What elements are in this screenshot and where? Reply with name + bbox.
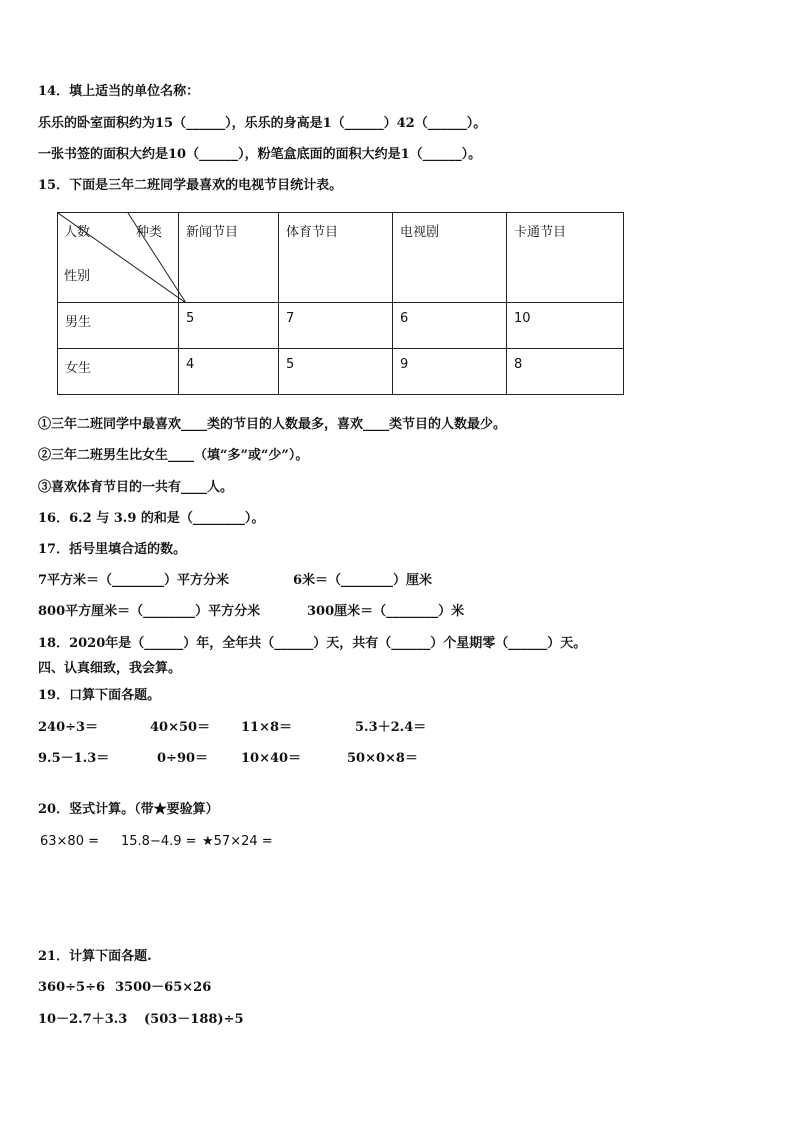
table-row xyxy=(58,303,624,349)
q15-title: 15．下面是三年二班同学最喜欢的电视节目统计表。 xyxy=(38,178,343,193)
q21-item: 10－2.7＋3.3 xyxy=(38,1012,128,1027)
header-cell: 新闻节目 xyxy=(179,213,279,303)
table-header-row xyxy=(58,213,624,303)
table-cell: 4 xyxy=(179,349,279,395)
q21-item: 360÷5÷6 xyxy=(38,980,106,995)
section4-title: 四、认真细致，我会算。 xyxy=(38,661,182,676)
table-corner-cell xyxy=(58,213,179,303)
corner-top-right: 种类 xyxy=(136,225,163,240)
header-cell: 电视剧 xyxy=(393,213,507,303)
tv-program-table xyxy=(57,212,624,395)
q14-line2: 一张书签的面积大约是10（______），粉笔盒底面的面积大约是1（______）。 xyxy=(38,147,482,162)
q21-item: 3500－65×26 xyxy=(115,980,212,995)
q19-item: 11×8＝ xyxy=(241,720,293,735)
q20-item: 15.8−4.9 = xyxy=(121,834,197,849)
row-label: 男生 xyxy=(58,303,179,349)
q17-item-1: 7平方米＝（________）平方分米 xyxy=(38,573,230,588)
q17-item-4: 300厘米＝（________）米 xyxy=(307,604,465,619)
q20-title: 20．竖式计算。（带★要验算） xyxy=(38,802,219,817)
corner-bottom-left: 性别 xyxy=(64,269,91,284)
q15-sub3: ③喜欢体育节目的一共有____人。 xyxy=(38,480,234,495)
q21-item: (503－188)÷5 xyxy=(144,1012,244,1027)
q19-item: 10×40＝ xyxy=(241,751,302,766)
table-cell: 5 xyxy=(179,303,279,349)
q19-title: 19．口算下面各题。 xyxy=(38,688,161,703)
q19-item: 0÷90＝ xyxy=(157,751,209,766)
q14-title: 14．填上适当的单位名称： xyxy=(38,84,200,99)
q20-item: 63×80 = xyxy=(40,834,100,849)
q15-sub1: ①三年二班同学中最喜欢____类的节目的人数最多，喜欢____类节目的人数最少。 xyxy=(38,417,507,432)
q16-text: 16．6.2 与 3.9 的和是（________）。 xyxy=(38,511,265,526)
table-cell: 5 xyxy=(279,349,393,395)
q17-item-2: 6米＝（________）厘米 xyxy=(293,573,433,588)
table-cell: 7 xyxy=(279,303,393,349)
q17-item-3: 800平方厘米＝（________）平方分米 xyxy=(38,604,261,619)
q17-title: 17．括号里填合适的数。 xyxy=(38,542,187,557)
q14-line1: 乐乐的卧室面积约为15（______），乐乐的身高是1（______）42（______）。 xyxy=(38,116,487,131)
corner-top-left: 人数 xyxy=(64,225,91,240)
q15-sub2: ②三年二班男生比女生____（填“多”或“少”）。 xyxy=(38,448,309,463)
q18-text: 18．2020年是（______）年，全年共（______）天，共有（______）个星期零（______）天。 xyxy=(38,636,587,651)
q19-item: 40×50＝ xyxy=(150,720,211,735)
table-cell: 9 xyxy=(393,349,507,395)
row-label: 女生 xyxy=(58,349,179,395)
q20-item: ★57×24 = xyxy=(202,834,273,849)
header-cell: 体育节目 xyxy=(279,213,393,303)
q19-item: 240÷3＝ xyxy=(38,720,99,735)
table-cell: 10 xyxy=(507,303,624,349)
q19-item: 9.5－1.3＝ xyxy=(38,751,110,766)
table-cell: 8 xyxy=(507,349,624,395)
table-cell: 6 xyxy=(393,303,507,349)
q19-item: 50×0×8＝ xyxy=(347,751,418,766)
header-cell: 卡通节目 xyxy=(507,213,624,303)
table-row xyxy=(58,349,624,395)
q21-title: 21．计算下面各题. xyxy=(38,949,152,964)
q19-item: 5.3＋2.4＝ xyxy=(355,720,427,735)
